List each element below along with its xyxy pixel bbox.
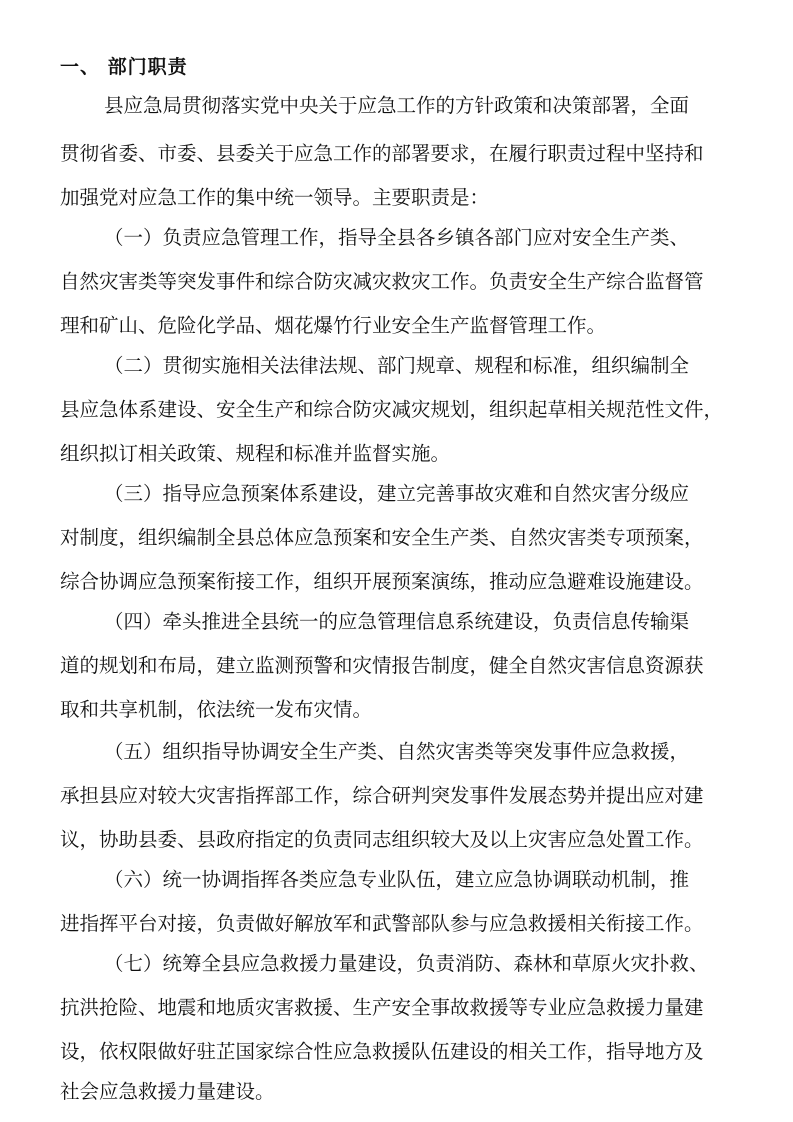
duty-item-5-line: 承担县应对较大灾害指挥部工作，综合研判突发事件发展态势并提出应对建	[60, 784, 704, 807]
duty-item-4-line: 道的规划和布局，建立监测预警和灾情报告制度，健全自然灾害信息资源获	[60, 654, 704, 677]
duty-item-7-line: 抗洪抢险、地震和地质灾害救援、生产安全事故救援等专业应急救援力量建	[60, 996, 704, 1019]
duty-item-1-line: 自然灾害类等突发事件和综合防灾减灾救灾工作。负责安全生产综合监督管	[60, 270, 704, 293]
duty-item-1-line: 理和矿山、危险化学品、烟花爆竹行业安全生产监督管理工作。	[60, 314, 607, 337]
duty-item-7-line: （七）统筹全县应急救援力量建设，负责消防、森林和草原火灾扑救、	[104, 952, 709, 975]
duty-item-4-line: （四）牵头推进全县统一的应急管理信息系统建设，负责信息传输渠	[104, 610, 690, 633]
duty-item-7-line: 社会应急救援力量建设。	[60, 1080, 275, 1103]
duty-item-2-line: （二）贯彻实施相关法律法规、部门规章、规程和标准，组织编制全	[104, 354, 690, 377]
duty-item-3-line: 对制度，组织编制全县总体应急预案和安全生产类、自然灾害类专项预案，	[60, 526, 704, 549]
duty-item-6-line: 进指挥平台对接，负责做好解放军和武警部队参与应急救援相关衔接工作。	[60, 912, 704, 935]
duty-item-6-line: （六）统一协调指挥各类应急专业队伍，建立应急协调联动机制，推	[104, 868, 690, 891]
paragraph-intro-line: 贯彻省委、市委、县委关于应急工作的部署要求，在履行职责过程中坚持和	[60, 142, 704, 165]
section-heading: 一、 部门职责	[60, 56, 188, 78]
paragraph-intro-line: 县应急局贯彻落实党中央关于应急工作的方针政策和决策部署，全面	[104, 94, 690, 117]
duty-item-3-line: （三）指导应急预案体系建设，建立完善事故灾难和自然灾害分级应	[104, 482, 690, 505]
duty-item-2-line: 组织拟订相关政策、规程和标准并监督实施。	[60, 442, 451, 465]
duty-item-4-line: 取和共享机制，依法统一发布灾情。	[60, 698, 373, 721]
duty-item-2-line: 县应急体系建设、安全生产和综合防灾减灾规划，组织起草相关规范性文件，	[60, 398, 724, 421]
duty-item-7-line: 设，依权限做好驻芷国家综合性应急救援队伍建设的相关工作，指导地方及	[60, 1040, 704, 1063]
duty-item-3-line: 综合协调应急预案衔接工作，组织开展预案演练，推动应急避难设施建设。	[60, 570, 704, 593]
duty-item-5-line: （五）组织指导协调安全生产类、自然灾害类等突发事件应急救援，	[104, 740, 690, 763]
duty-item-5-line: 议，协助县委、县政府指定的负责同志组织较大及以上灾害应急处置工作。	[60, 828, 704, 851]
duty-item-1-line: （一）负责应急管理工作，指导全县各乡镇各部门应对安全生产类、	[104, 226, 690, 249]
paragraph-intro-line: 加强党对应急工作的集中统一领导。主要职责是：	[60, 186, 490, 209]
